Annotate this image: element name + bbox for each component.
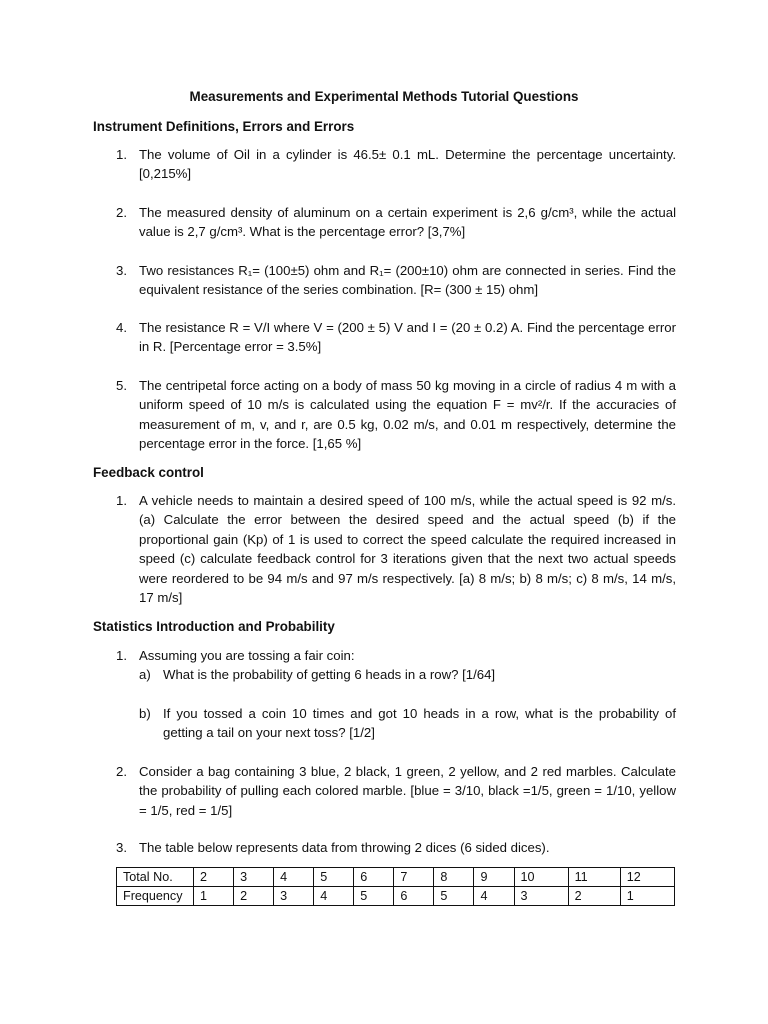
question-number: 2. (116, 764, 127, 779)
table-row-totals (117, 868, 675, 887)
question-text: Two resistances R₁= (100±5) ohm and R₁= (200±10) ohm are connected in series. Find the equivalent resistance of the series combination. [R= (300 ± 15) ohm] (139, 263, 676, 298)
section-heading-feedback-control: Feedback control (93, 465, 204, 480)
question-2-density-error (116, 203, 676, 242)
table-cell: 3 (234, 868, 274, 887)
question-text: Consider a bag containing 3 blue, 2 black, 1 green, 2 yellow, and 2 red marbles. Calculate the probability of pulling each colored marble. [blue = 3/10, black =1/5, green = 1/10, yellow = 1/5, red = 1/5] (139, 764, 676, 818)
question-number: 2. (116, 205, 127, 220)
table-cell: 2 (194, 868, 234, 887)
question-text: The volume of Oil in a cylinder is 46.5± 0.1 mL. Determine the percentage uncertainty. [0,215%] (139, 147, 676, 182)
question-3-dice-table-intro (116, 838, 676, 857)
section-heading-instrument-errors: Instrument Definitions, Errors and Errors (93, 119, 355, 134)
subquestion-b-next-toss (139, 704, 676, 743)
question-text: The table below represents data from throwing 2 dices (6 sided dices). (139, 840, 550, 855)
subquestion-a-six-heads (139, 665, 676, 684)
question-text: The measured density of aluminum on a certain experiment is 2,6 g/cm³, while the actual value is 2,7 g/cm³. What is the percentage error? [3,7%] (139, 205, 676, 240)
subquestion-text: What is the probability of getting 6 heads in a row? [1/64] (163, 667, 496, 682)
question-number: 1. (116, 493, 127, 508)
subquestion-label: a) (139, 667, 151, 682)
table-cell: 1 (620, 887, 674, 906)
table-cell: 4 (474, 887, 514, 906)
table-cell: 4 (314, 887, 354, 906)
question-1-coin-toss (116, 646, 676, 665)
table-cell: 12 (620, 868, 674, 887)
question-number: 3. (116, 840, 127, 855)
table-cell: 6 (394, 887, 434, 906)
question-text: Assuming you are tossing a fair coin: (139, 648, 355, 663)
question-text: The resistance R = V/I where V = (200 ± 5) V and I = (20 ± 0.2) A. Find the percentage error in R. [Percentage error = 3.5%] (139, 320, 676, 355)
table-cell: 4 (274, 868, 314, 887)
table-cell: 8 (434, 868, 474, 887)
question-text: The centripetal force acting on a body of mass 50 kg moving in a circle of radius 4 m with a uniform speed of 10 m/s is calculated using the equation F = mv²/r. If the accuracies of measurement of m, v, and r, are 0.5 kg, 0.02 m/s, and 0.01 m respectively, determine the percentage error in the force. [1,65 %] (139, 378, 676, 452)
subquestion-text: If you tossed a coin 10 times and got 10 heads in a row, what is the probability of getting a tail on your next toss? [1/2] (163, 706, 676, 741)
table-cell: 6 (354, 868, 394, 887)
table-cell: 5 (354, 887, 394, 906)
table-cell: 3 (274, 887, 314, 906)
table-cell: 3 (514, 887, 568, 906)
question-4-resistance-error (116, 318, 676, 357)
document-title: Measurements and Experimental Methods Tutorial Questions (189, 89, 579, 104)
question-number: 4. (116, 320, 127, 335)
question-number: 3. (116, 263, 127, 278)
dice-frequency-table (116, 867, 675, 906)
row-label-frequency: Frequency (117, 887, 194, 906)
table-cell: 1 (194, 887, 234, 906)
section-heading-statistics: Statistics Introduction and Probability (93, 619, 335, 634)
table-cell: 5 (434, 887, 474, 906)
table-cell: 10 (514, 868, 568, 887)
question-1-vehicle-speed (116, 491, 676, 607)
question-5-centripetal-force (116, 376, 676, 454)
table-row-frequency (117, 887, 675, 906)
question-number: 1. (116, 648, 127, 663)
subquestion-label: b) (139, 706, 151, 721)
question-2-marbles (116, 762, 676, 820)
question-3-series-resistance (116, 261, 676, 300)
table-cell: 2 (234, 887, 274, 906)
table-cell: 11 (568, 868, 620, 887)
table-cell: 7 (394, 868, 434, 887)
question-text: A vehicle needs to maintain a desired speed of 100 m/s, while the actual speed is 92 m/s. (a) Calculate the error between the desired speed and the actual speed (b) if the proportional gain (Kp) of 1 is used to correct the speed calculate the required increased in speed (c) calculate feedback control for 3 iterations given that the next two actual speeds were reordered to be 94 m/s and 97 m/s respectively. [a) 8 m/s; b) 8 m/s; c) 8 m/s, 14 m/s, 17 m/s] (139, 493, 676, 606)
question-1-volume-uncertainty (116, 145, 676, 184)
question-number: 5. (116, 378, 127, 393)
question-number: 1. (116, 147, 127, 162)
table-cell: 9 (474, 868, 514, 887)
row-label-total: Total No. (117, 868, 194, 887)
table-cell: 2 (568, 887, 620, 906)
table-cell: 5 (314, 868, 354, 887)
